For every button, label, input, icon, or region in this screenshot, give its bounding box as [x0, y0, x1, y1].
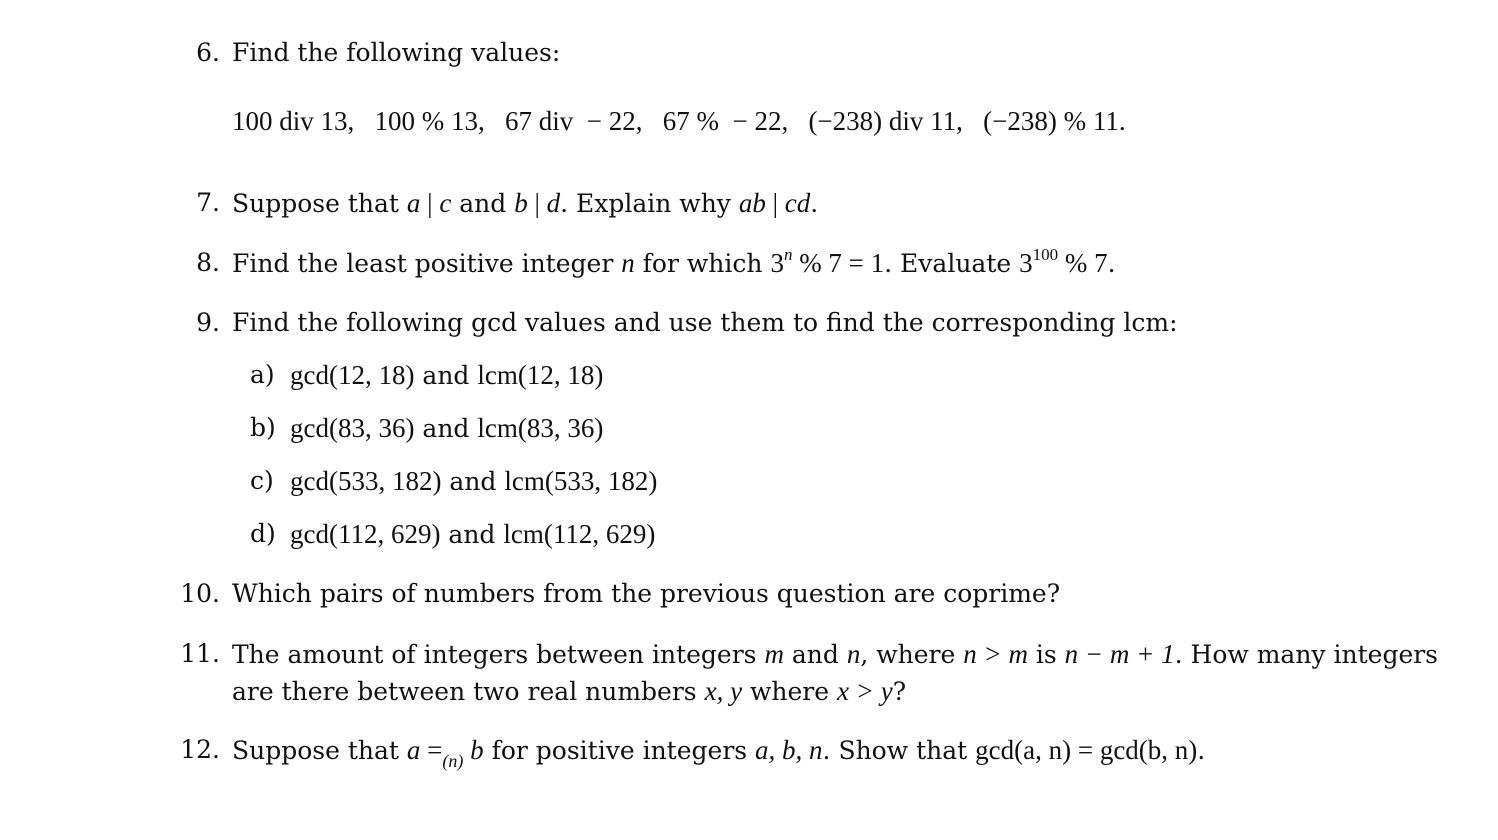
- math-var: a: [406, 735, 421, 765]
- text-span: are there between two real numbers: [232, 677, 705, 706]
- question-number: 8.: [196, 248, 220, 277]
- question-number: 10.: [180, 579, 220, 608]
- gcd-expr: gcd(112, 629): [290, 519, 441, 549]
- text-span: and: [414, 414, 478, 443]
- item-text: [290, 519, 655, 550]
- math-var: cd: [784, 188, 811, 218]
- question-text-line-2: [232, 676, 906, 707]
- lcm-expr: lcm(83, 36): [477, 413, 604, 443]
- question-number: 9.: [196, 308, 220, 337]
- divides-symbol: |: [765, 188, 785, 218]
- text-span: . Evaluate: [884, 249, 1020, 278]
- gcd-expr: gcd(b, n): [1099, 735, 1198, 765]
- question-text-line-1: [232, 639, 1438, 670]
- math-exponent: 100: [1032, 245, 1059, 264]
- math-var: b: [463, 735, 484, 765]
- item-text: [290, 466, 657, 497]
- math-expr: % 7 = 1: [792, 248, 885, 278]
- question-number: 6.: [196, 38, 220, 67]
- math-var: ab: [738, 188, 766, 218]
- question-number: 7.: [196, 188, 220, 217]
- question-text: [232, 245, 1116, 279]
- gcd-expr: gcd(12, 18): [290, 360, 415, 390]
- text-span: . Explain why: [560, 189, 739, 218]
- item-label: c): [250, 466, 274, 495]
- math-var: b: [514, 188, 528, 218]
- gcd-expr: gcd(533, 182): [290, 466, 442, 496]
- gcd-expr: gcd(a, n): [975, 735, 1072, 765]
- item-label: b): [250, 413, 276, 442]
- text-span: where: [742, 677, 837, 706]
- congruence-symbol: =: [420, 735, 443, 765]
- question-number: 11.: [180, 639, 220, 668]
- text-span: .: [1107, 249, 1116, 278]
- lcm-expr: lcm(533, 182): [504, 466, 658, 496]
- lcm-expr: lcm(112, 629): [503, 519, 656, 549]
- math-var: d: [546, 188, 561, 218]
- text-span: Suppose that: [232, 736, 407, 765]
- text-span: Suppose that: [232, 189, 407, 218]
- item-text: [290, 413, 603, 444]
- divides-symbol: |: [527, 188, 547, 218]
- math-var: x, y: [704, 676, 743, 706]
- question-6-expressions: 100 div 13, 100 % 13, 67 div − 22, 67 % − 22, (−238) div 11, (−238) % 11.: [232, 106, 1126, 136]
- question-text: Find the following values:: [232, 38, 561, 67]
- math-base: 3: [1019, 248, 1033, 278]
- text-span: .: [810, 189, 819, 218]
- question-text: Find the following gcd values and use them to find the corresponding lcm:: [232, 308, 1178, 337]
- divides-symbol: |: [420, 188, 440, 218]
- math-exponent: n: [783, 245, 793, 264]
- text-span: Find the least positive integer: [232, 249, 622, 278]
- math-var: a, b, n: [755, 735, 823, 765]
- math-expr: n − m + 1: [1064, 639, 1175, 669]
- math-var: m: [764, 639, 784, 669]
- math-var: n: [621, 248, 635, 278]
- math-expr: % 7: [1058, 248, 1108, 278]
- text-span: . Show that: [822, 736, 976, 765]
- question-text: [232, 188, 818, 219]
- text-span: ?: [892, 677, 907, 706]
- text-span: and: [440, 520, 504, 549]
- equals-symbol: =: [1071, 735, 1100, 765]
- text-span: for which: [634, 249, 771, 278]
- text-span: is: [1027, 640, 1065, 669]
- gcd-expr: gcd(83, 36): [290, 413, 415, 443]
- item-label: a): [250, 360, 275, 389]
- text-span: and: [451, 189, 515, 218]
- math-var: n: [846, 639, 861, 669]
- question-text: [232, 735, 1206, 771]
- math-relation: x > y: [837, 676, 893, 706]
- text-span: . How many integers: [1174, 640, 1439, 669]
- lcm-expr: lcm(12, 18): [477, 360, 604, 390]
- math-relation: n > m: [963, 639, 1028, 669]
- text-span: .: [1197, 736, 1206, 765]
- math-base: 3: [770, 248, 784, 278]
- text-span: and: [441, 467, 505, 496]
- question-text: Which pairs of numbers from the previous question are coprime?: [232, 579, 1061, 608]
- text-span: The amount of integers between integers: [232, 640, 765, 669]
- modulus-subscript: (n): [442, 751, 464, 771]
- text-span: for positive integers: [483, 736, 756, 765]
- math-var: a: [406, 188, 421, 218]
- question-number: 12.: [180, 735, 220, 764]
- item-text: [290, 360, 603, 391]
- text-span: , where: [860, 640, 964, 669]
- text-span: and: [414, 361, 478, 390]
- text-span: and: [783, 640, 847, 669]
- item-label: d): [250, 519, 276, 548]
- math-var: c: [439, 188, 452, 218]
